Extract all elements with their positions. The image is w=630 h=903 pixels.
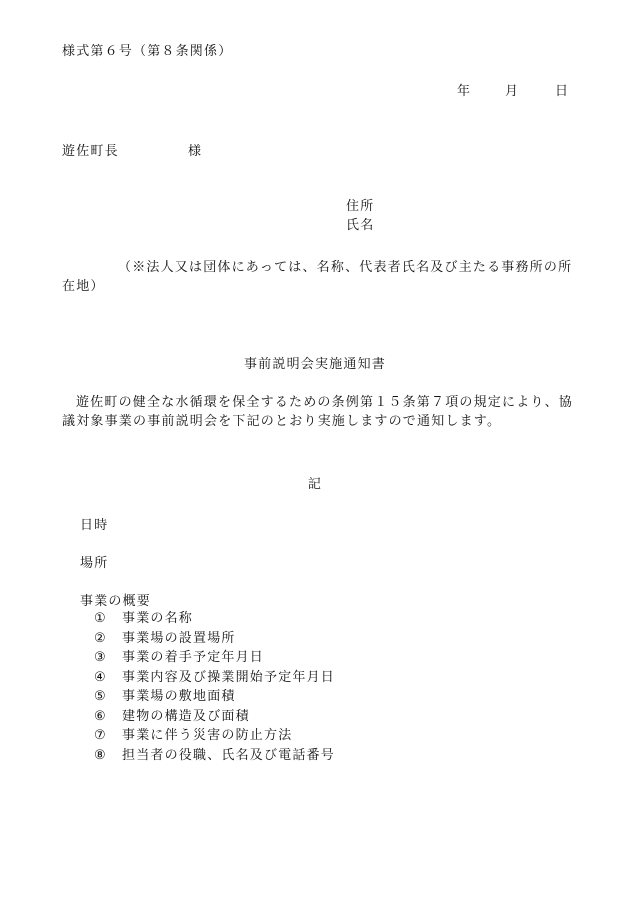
overview-item-label: 担当者の役職、氏名及び電話番号 (122, 747, 336, 763)
overview-item-label: 事業に伴う災害の防止方法 (122, 728, 293, 743)
overview-item-number: ① (94, 611, 107, 626)
item-overview: 事業の概要 (80, 594, 152, 609)
overview-item-label: 事業場の敷地面積 (122, 689, 236, 704)
body-text: 遊佐町の健全な水循環を保全するための条例第１５条第７項の規定により、協議対象事業の事前説明会を下記のとおり実施しますので通知します。 (62, 395, 574, 429)
overview-item (94, 609, 335, 629)
addressee-honorific: 様 (188, 144, 203, 159)
overview-item (94, 629, 335, 649)
overview-item-label: 事業の名称 (122, 611, 194, 626)
sender-block (346, 197, 374, 235)
overview-item-number: ② (94, 630, 107, 646)
overview-item-label: 建物の構造及び面積 (122, 708, 250, 724)
date-year-label: 年 (457, 84, 472, 99)
date-day-label: 日 (555, 84, 570, 99)
ki-heading: 記 (307, 477, 323, 492)
overview-item (94, 746, 335, 766)
overview-item (94, 687, 335, 707)
overview-item-label: 事業場の設置場所 (122, 630, 236, 646)
document-title: 事前説明会実施通知書 (243, 357, 386, 372)
overview-item-label: 事業内容及び操業開始予定年月日 (122, 669, 336, 685)
item-place: 場所 (80, 556, 109, 571)
overview-item-number: ⑧ (94, 747, 107, 763)
overview-item-number: ⑦ (94, 728, 107, 743)
sender-name-label: 氏名 (346, 218, 375, 233)
corporate-note: （※法人又は団体にあっては、名称、代表者氏名及び主たる事務所の所在地） (62, 260, 573, 294)
overview-item (94, 726, 335, 746)
overview-item-label: 事業の着手予定年月日 (122, 650, 265, 665)
sender-address-label: 住所 (346, 199, 375, 214)
overview-item-number: ⑤ (94, 689, 107, 704)
addressee (62, 140, 202, 159)
overview-item (94, 668, 335, 688)
form-number: 様式第６号（第８条関係） (62, 44, 233, 59)
date-line (457, 80, 569, 99)
overview-item (94, 707, 335, 727)
overview-list (94, 609, 335, 765)
addressee-name: 遊佐町長 (62, 144, 119, 159)
overview-item-number: ④ (94, 669, 107, 685)
overview-item-number: ③ (94, 650, 107, 665)
overview-item-number: ⑥ (94, 708, 107, 724)
item-datetime: 日時 (80, 518, 109, 533)
date-month-label: 月 (505, 84, 520, 99)
overview-item (94, 648, 335, 668)
